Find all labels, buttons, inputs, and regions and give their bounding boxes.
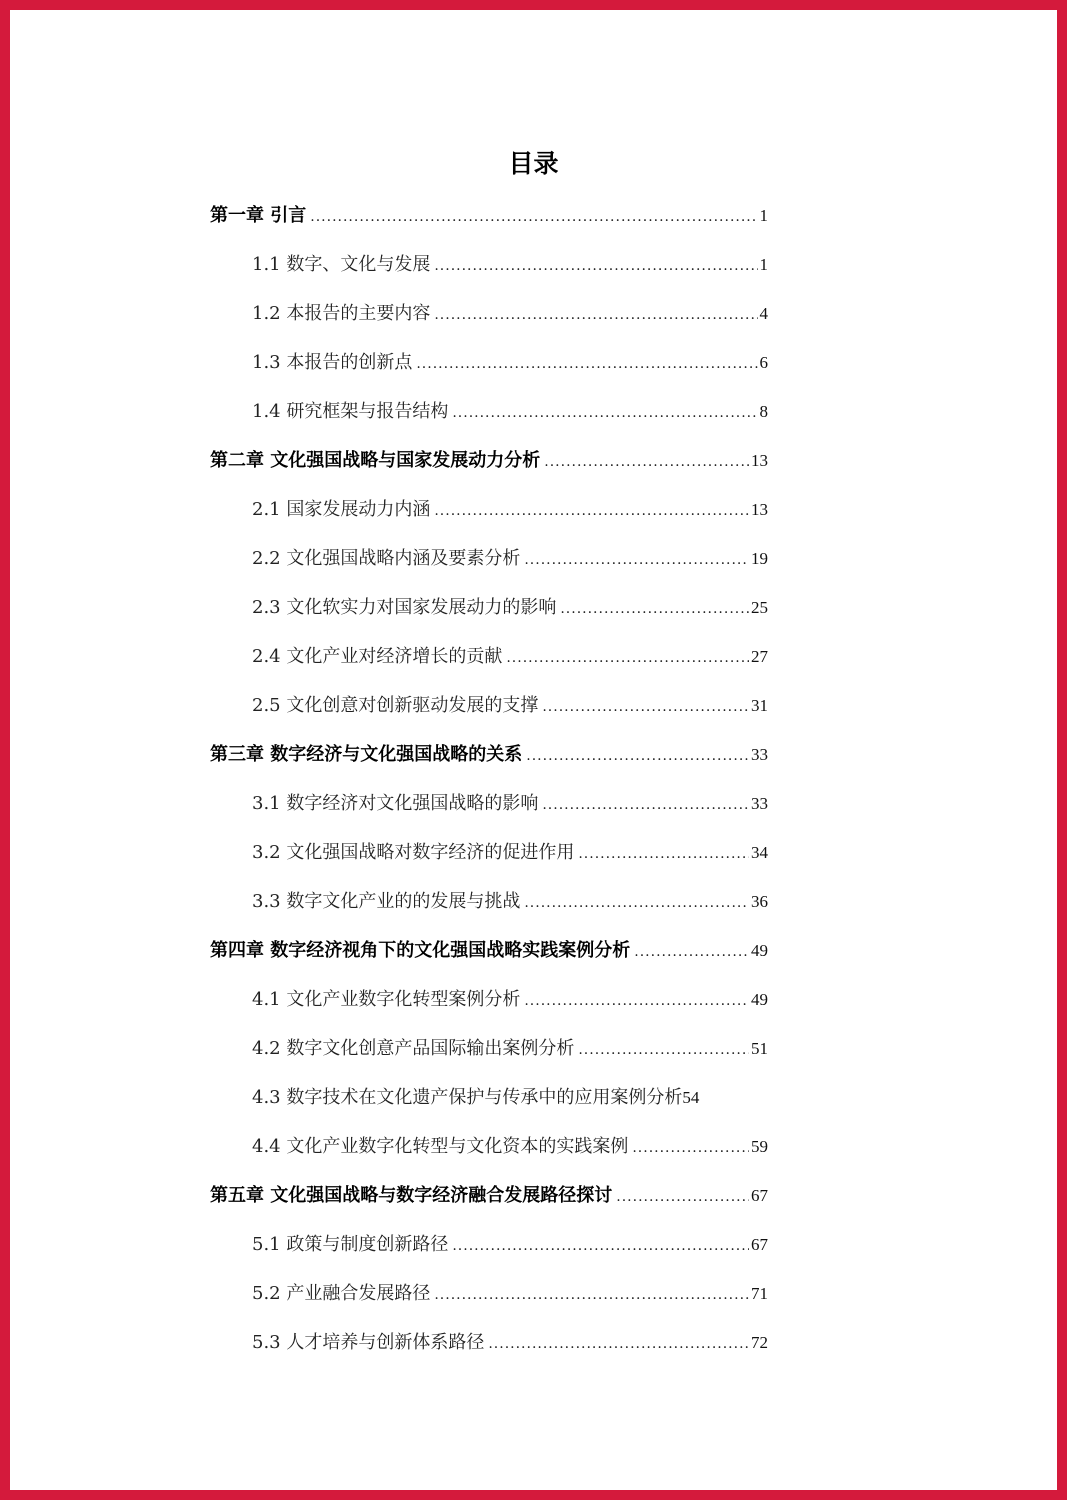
toc-entry-label: 第四章 数字经济视角下的文化强国战略实践案例分析 (210, 940, 631, 961)
leader-dots (434, 300, 757, 330)
toc-chapter-2[interactable] (210, 446, 768, 476)
toc-page-number: 67 (751, 1235, 768, 1254)
toc-page-number: 54 (682, 1088, 700, 1107)
leader-dots (434, 496, 749, 526)
toc-page-number: 49 (751, 941, 768, 960)
toc-page-number: 72 (751, 1333, 768, 1352)
leader-dots (506, 643, 749, 673)
leader-dots (524, 986, 749, 1016)
toc-page-number: 59 (751, 1137, 768, 1156)
toc-page-number: 51 (751, 1039, 768, 1058)
leader-dots (452, 398, 757, 428)
toc-section-3-1[interactable] (252, 789, 768, 819)
toc-page-number: 31 (751, 696, 768, 715)
toc-section-2-5[interactable] (252, 691, 768, 721)
toc-page-number: 1 (759, 206, 768, 225)
toc-page-number: 33 (751, 794, 768, 813)
leader-dots (524, 545, 749, 575)
toc-entry-label: 4.1 文化产业数字化转型案例分析 (252, 989, 521, 1010)
toc-entry-label: 3.1 数字经济对文化强国战略的影响 (252, 793, 539, 814)
toc-entry-label: 5.1 政策与制度创新路径 (252, 1234, 449, 1255)
toc-section-4-4[interactable] (252, 1132, 768, 1162)
toc-entry-label: 3.2 文化强国战略对数字经济的促进作用 (252, 842, 575, 863)
toc-section-3-2[interactable] (252, 838, 768, 868)
toc-chapter-1[interactable] (210, 201, 768, 231)
toc-page-number: 33 (751, 745, 768, 764)
table-of-contents (10, 10, 1057, 1490)
toc-entry-label: 5.2 产业融合发展路径 (252, 1283, 431, 1304)
toc-entry-label: 1.1 数字、文化与发展 (252, 254, 431, 275)
toc-title: 目录 (508, 149, 559, 178)
toc-section-2-3[interactable] (252, 593, 768, 623)
toc-entry-label: 4.4 文化产业数字化转型与文化资本的实践案例 (252, 1136, 629, 1157)
toc-page-number: 6 (759, 353, 768, 372)
toc-entry-label: 第二章 文化强国战略与国家发展动力分析 (210, 450, 541, 471)
toc-section-1-1[interactable] (252, 250, 768, 280)
leader-dots (434, 1280, 749, 1310)
leader-dots (578, 839, 749, 869)
toc-entry-label: 1.4 研究框架与报告结构 (252, 401, 449, 422)
toc-section-2-4[interactable] (252, 642, 768, 672)
leader-dots (544, 447, 749, 477)
document-page (10, 10, 1057, 1490)
leader-dots (616, 1182, 749, 1212)
toc-section-4-1[interactable] (252, 985, 768, 1015)
toc-page-number: 49 (751, 990, 768, 1009)
toc-page-number: 13 (751, 451, 768, 470)
leader-dots (416, 349, 757, 379)
toc-entry-label: 4.3 数字技术在文化遗产保护与传承中的应用案例分析 (252, 1087, 683, 1108)
toc-section-1-2[interactable] (252, 299, 768, 329)
toc-page-number: 67 (751, 1186, 768, 1205)
leader-dots (542, 790, 749, 820)
toc-entry-label: 第一章 引言 (210, 205, 307, 226)
toc-page-number: 19 (751, 549, 768, 568)
toc-page-number: 25 (751, 598, 768, 617)
leader-dots (488, 1329, 749, 1359)
toc-entry-label: 第三章 数字经济与文化强国战略的关系 (210, 744, 523, 765)
toc-chapter-5[interactable] (210, 1181, 768, 1211)
toc-page-number: 36 (751, 892, 768, 911)
toc-entry-label: 2.1 国家发展动力内涵 (252, 499, 431, 520)
toc-page-number: 27 (751, 647, 768, 666)
toc-page-number: 71 (751, 1284, 768, 1303)
toc-page-number: 8 (759, 402, 768, 421)
leader-dots (524, 888, 749, 918)
toc-entry-label: 2.4 文化产业对经济增长的贡献 (252, 646, 503, 667)
toc-entry-label: 第五章 文化强国战略与数字经济融合发展路径探讨 (210, 1185, 613, 1206)
toc-chapter-3[interactable] (210, 740, 768, 770)
toc-section-2-1[interactable] (252, 495, 768, 525)
leader-dots (560, 594, 749, 624)
leader-dots (310, 202, 757, 232)
toc-section-1-3[interactable] (252, 348, 768, 378)
toc-page-number: 34 (751, 843, 768, 862)
toc-section-1-4[interactable] (252, 397, 768, 427)
toc-section-4-2[interactable] (252, 1034, 768, 1064)
toc-entry-label: 1.3 本报告的创新点 (252, 352, 413, 373)
leader-dots (578, 1035, 749, 1065)
toc-section-2-2[interactable] (252, 544, 768, 574)
leader-dots (632, 1133, 749, 1163)
toc-section-5-1[interactable] (252, 1230, 768, 1260)
toc-entry-label: 1.2 本报告的主要内容 (252, 303, 431, 324)
toc-entry-label: 2.5 文化创意对创新驱动发展的支撑 (252, 695, 539, 716)
leader-dots (542, 692, 749, 722)
toc-chapter-4[interactable] (210, 936, 768, 966)
toc-page-number: 1 (759, 255, 768, 274)
leader-dots (434, 251, 757, 281)
toc-page-number: 13 (751, 500, 768, 519)
toc-section-4-3[interactable] (252, 1083, 792, 1113)
toc-entry-label: 2.2 文化强国战略内涵及要素分析 (252, 548, 521, 569)
leader-dots (452, 1231, 749, 1261)
toc-entry-label: 3.3 数字文化产业的的发展与挑战 (252, 891, 521, 912)
leader-dots (526, 741, 749, 771)
toc-section-5-3[interactable] (252, 1328, 768, 1358)
toc-entry-label: 2.3 文化软实力对国家发展动力的影响 (252, 597, 557, 618)
toc-section-3-3[interactable] (252, 887, 768, 917)
toc-entry-label: 5.3 人才培养与创新体系路径 (252, 1332, 485, 1353)
toc-page-number: 4 (759, 304, 768, 323)
leader-dots (634, 937, 749, 967)
toc-section-5-2[interactable] (252, 1279, 768, 1309)
toc-entry-label: 4.2 数字文化创意产品国际输出案例分析 (252, 1038, 575, 1059)
